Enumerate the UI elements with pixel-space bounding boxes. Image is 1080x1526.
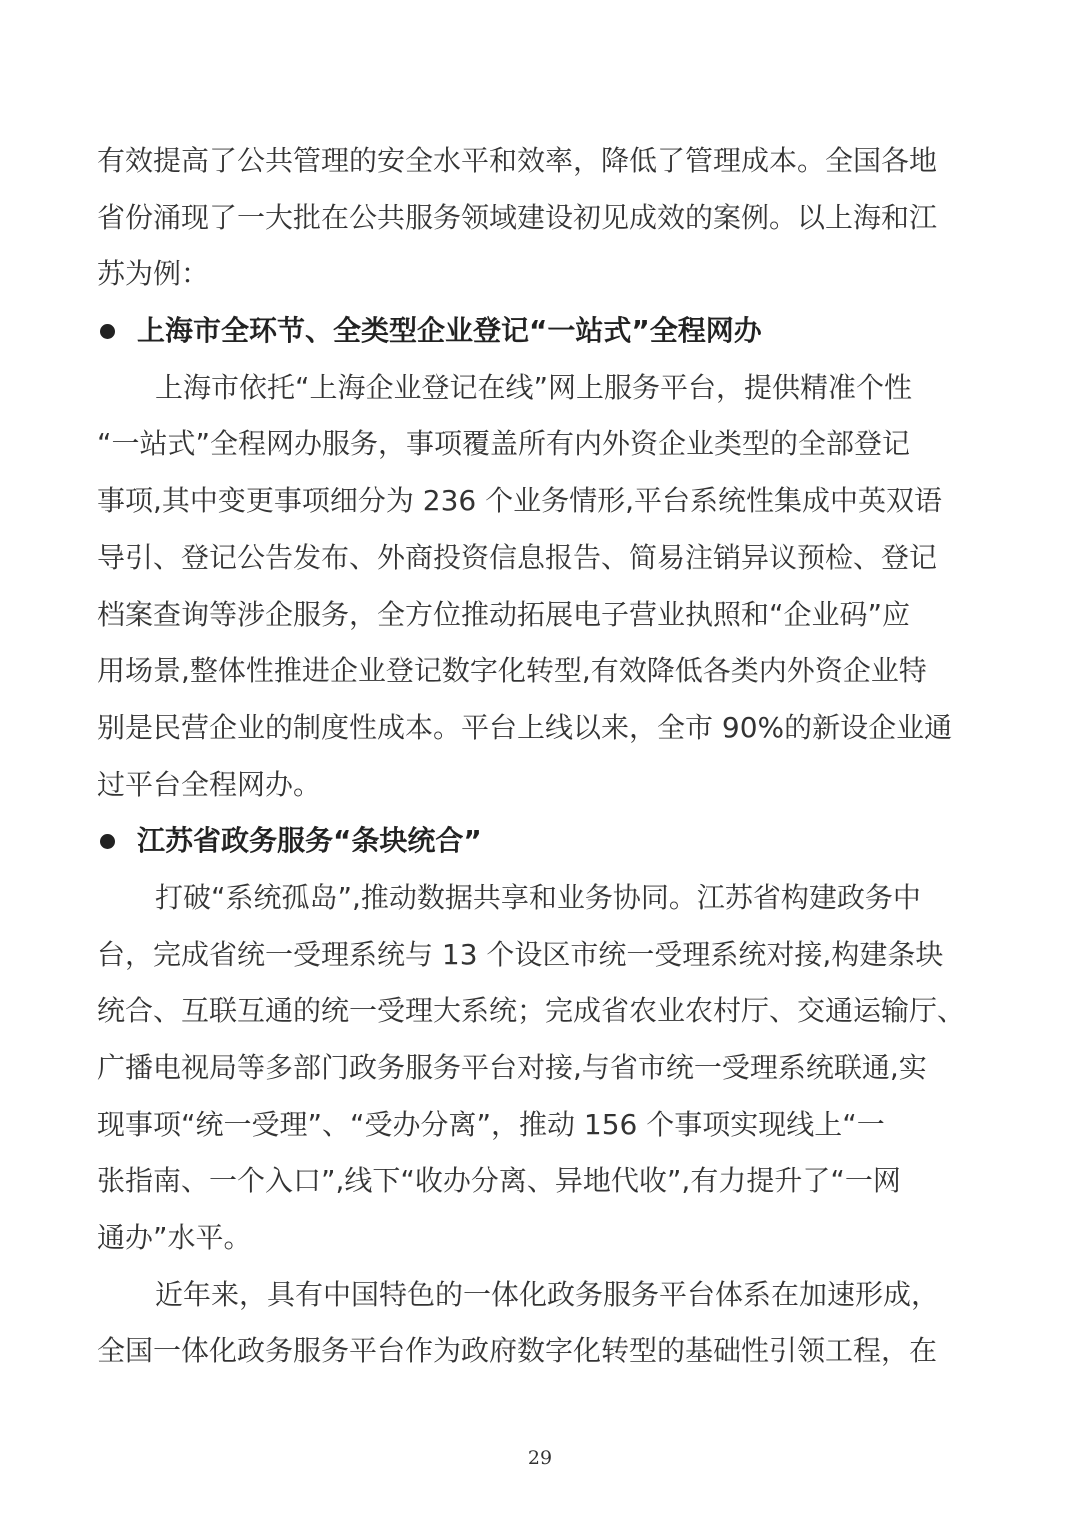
text-line: 张指南、一个入口”,线下“收办分离、异地代收”,有力提升了“一网: [97, 1164, 901, 1198]
bullet-icon: [100, 834, 115, 849]
text-line: 有效提高了公共管理的安全水平和效率，降低了管理成本。全国各地: [97, 144, 938, 177]
text-line: 近年来，具有中国特色的一体化政务服务平台体系在加速形成，: [155, 1277, 940, 1311]
text-line: 通办”水平。: [97, 1221, 252, 1255]
section-heading: [97, 303, 977, 360]
text-line: 用场景,整体性推进企业登记数字化转型,有效降低各类内外资企业特: [97, 654, 927, 688]
section-jiangsu: [97, 813, 977, 1267]
text-line: 省份涌现了一大批在公共服务领域建设初见成效的案例。以上海和江: [97, 200, 938, 234]
section-heading-text: 江苏省政务服务“条块统合”: [137, 824, 482, 858]
text-line: 事项,其中变更事项细分为 236 个业务情形,平台系统性集成中英双语: [97, 484, 943, 518]
body-text: [97, 133, 977, 1380]
section-shanghai: [97, 303, 977, 813]
page-number: 29: [527, 1447, 553, 1469]
text-line: 统合、互联互通的统一受理大系统；完成省农业农村厅、交通运输厅、: [97, 994, 966, 1028]
paragraph-intro: [97, 133, 977, 303]
section-heading-text: 上海市全环节、全类型企业登记“一站式”全程网办: [137, 314, 762, 348]
text-line: 档案查询等涉企服务，全方位推动拓展电子营业执照和“企业码”应: [97, 597, 911, 631]
text-line: 别是民营企业的制度性成本。平台上线以来，全市 90%的新设企业通: [97, 710, 953, 744]
text-line: 广播电视局等多部门政务服务平台对接,与省市统一受理系统联通,实: [97, 1051, 927, 1084]
text-line: 打破“系统孤岛”,推动数据共享和业务协同。江苏省构建政务中: [155, 880, 921, 914]
text-line: “一站式”全程网办服务，事项覆盖所有内外资企业类型的全部登记: [97, 427, 911, 461]
text-line: 苏为例：: [97, 257, 210, 291]
text-line: 现事项“统一受理”、“受办分离”，推动 156 个事项实现线上“一: [97, 1107, 885, 1141]
text-line: 全国一体化政务服务平台作为政府数字化转型的基础性引领工程，在: [97, 1334, 938, 1368]
text-line: 导引、登记公告发布、外商投资信息报告、简易注销异议预检、登记: [97, 540, 938, 574]
text-line: 上海市依托“上海企业登记在线”网上服务平台，提供精准个性: [155, 370, 913, 404]
paragraph-closing: [97, 1267, 977, 1380]
text-line: 台，完成省统一受理系统与 13 个设区市统一受理系统对接,构建条块: [97, 937, 944, 971]
text-line: 过平台全程网办。: [97, 767, 322, 801]
section-heading: [97, 813, 977, 870]
bullet-icon: [100, 324, 115, 339]
